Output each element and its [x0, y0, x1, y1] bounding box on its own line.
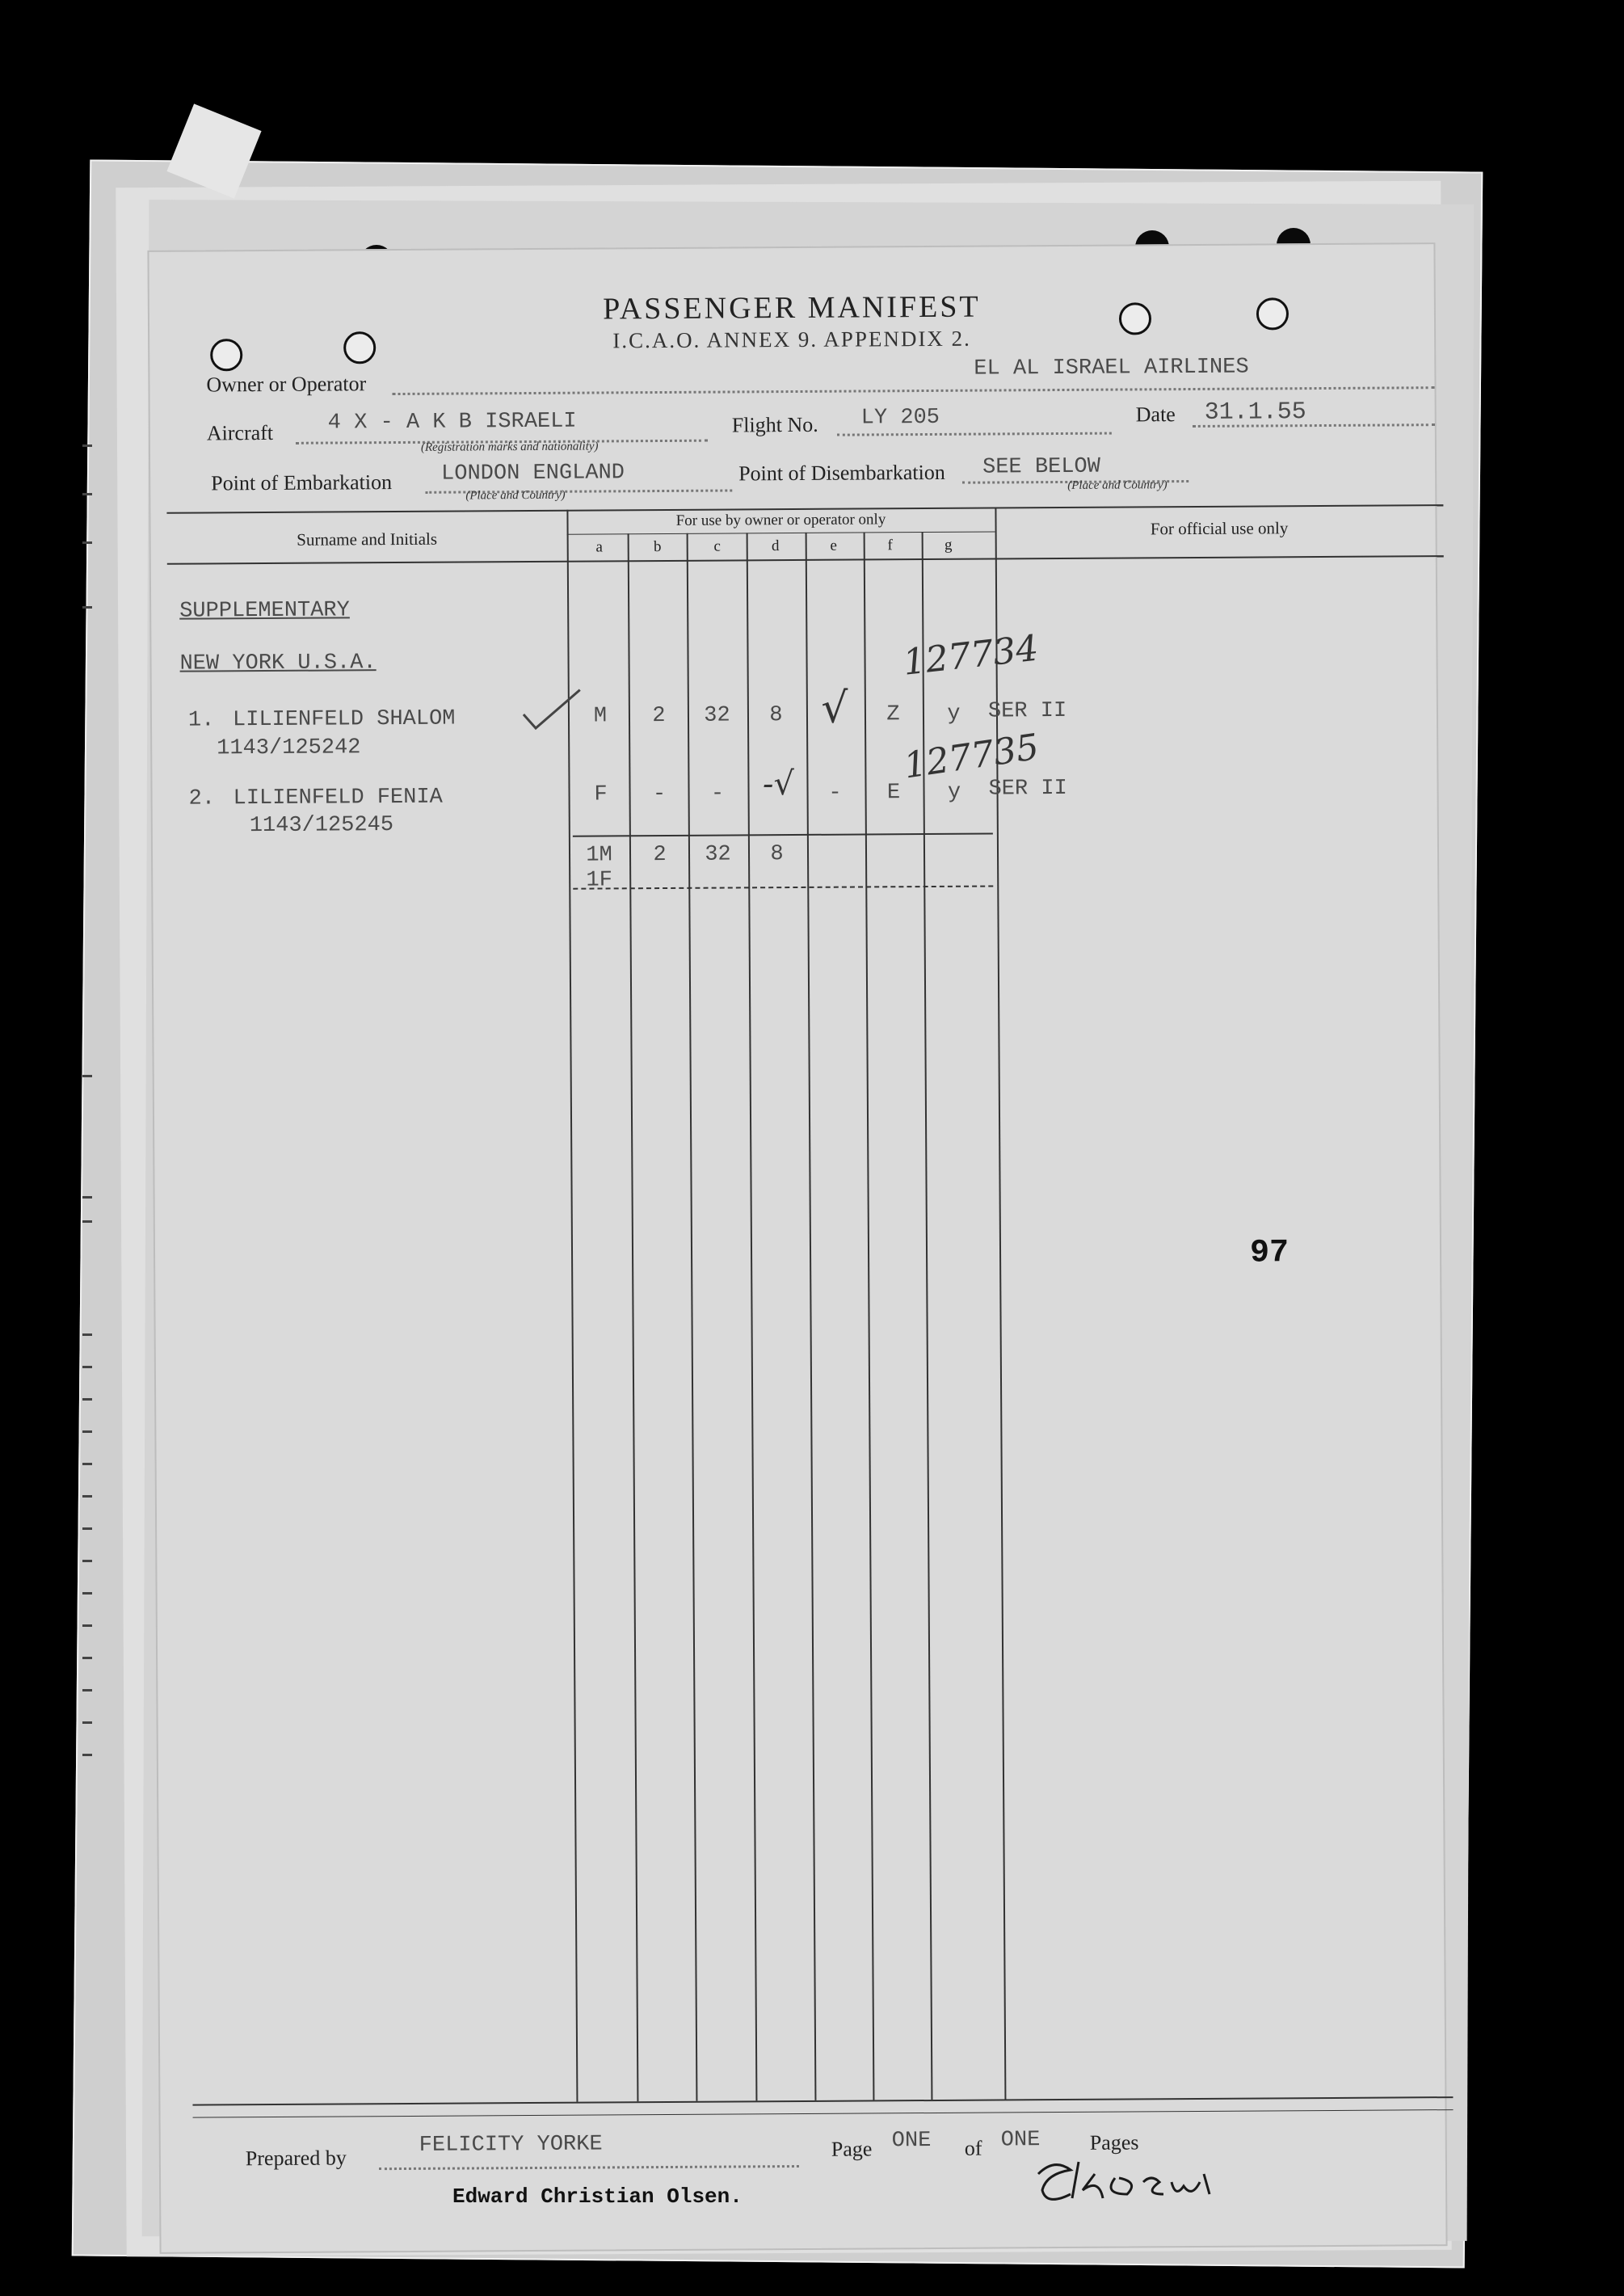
cell-e-check: √: [821, 684, 848, 733]
total-male: 1M: [586, 843, 612, 868]
passenger-ref: 1143/125242: [217, 735, 361, 761]
official-value: SER II: [988, 776, 1067, 802]
cell-b: 2: [652, 703, 666, 729]
form-subtitle: I.C.A.O. ANNEX 9. APPENDIX 2.: [612, 326, 971, 353]
prepared-by-value: FELICITY YORKE: [419, 2132, 603, 2158]
cell-g: y: [947, 780, 961, 805]
handwritten-number: 127735: [901, 726, 1042, 787]
row-number: 1.: [187, 708, 215, 733]
signature: [1022, 2150, 1281, 2214]
pages-label: Pages: [1089, 2130, 1139, 2155]
cell-g: y: [947, 701, 961, 727]
flight-value: LY 205: [860, 405, 940, 431]
column-letter: e: [830, 537, 837, 554]
total-female: 1F: [586, 868, 613, 893]
official-use-header: For official use only: [1150, 518, 1289, 539]
prepared-by-label: Prepared by: [245, 2146, 347, 2171]
handwritten-number: 127734: [901, 627, 1041, 684]
cell-f: Z: [886, 702, 900, 727]
column-letter: a: [595, 538, 603, 556]
column-letter: b: [653, 538, 662, 556]
surname-header: Surname and Initials: [297, 529, 438, 550]
form-title: PASSENGER MANIFEST: [603, 289, 981, 326]
official-value: SER II: [987, 698, 1067, 724]
disembarkation-label: Point of Disembarkation: [738, 460, 945, 486]
section-supplementary: SUPPLEMENTARY: [179, 598, 350, 624]
date-value: 31.1.55: [1204, 398, 1306, 427]
total-c: 32: [705, 842, 731, 867]
owner-label: Owner or Operator: [206, 372, 367, 397]
flight-label: Flight No.: [731, 412, 818, 437]
of-value: ONE: [1000, 2128, 1041, 2153]
cell-a: M: [593, 704, 608, 729]
cell-d: 8: [769, 703, 783, 728]
cell-c: 32: [704, 703, 730, 728]
owner-use-header: For use by owner or operator only: [675, 511, 886, 529]
cell-f: E: [886, 781, 901, 806]
column-letter: g: [944, 536, 953, 554]
stamp-number: 97: [1249, 1235, 1290, 1272]
passenger-name: LILIENFELD SHALOM: [232, 706, 456, 733]
owner-value: EL AL ISRAEL AIRLINES: [974, 355, 1249, 381]
manifest-form: [147, 242, 1447, 2254]
page-value: ONE: [891, 2129, 932, 2154]
column-letter: c: [713, 537, 721, 555]
aircraft-note: (Registration marks and nationality): [420, 440, 599, 454]
section-destination: NEW YORK U.S.A.: [179, 651, 377, 676]
disembarkation-note: (Place and Country): [1067, 478, 1168, 492]
cell-a: F: [594, 782, 608, 807]
cell-c: -: [710, 781, 725, 807]
embarkation-label: Point of Embarkation: [211, 470, 393, 495]
cell-d-check: -√: [762, 765, 795, 803]
of-label: of: [964, 2136, 982, 2160]
edge-marks: [81, 444, 97, 1818]
total-b: 2: [653, 842, 667, 868]
column-letter: d: [771, 537, 780, 555]
embarkation-note: (Place and Country): [465, 488, 566, 503]
passenger-name: LILIENFELD FENIA: [233, 785, 443, 811]
cell-e: -: [828, 781, 842, 806]
total-d: 8: [770, 842, 784, 867]
passenger-ref: 1143/125245: [249, 813, 394, 839]
aircraft-label: Aircraft: [206, 420, 274, 445]
cell-b: -: [652, 781, 667, 807]
disembarkation-value: SEE BELOW: [982, 454, 1101, 480]
aircraft-value: 4 X - A K B ISRAELI: [327, 409, 577, 436]
date-label: Date: [1135, 402, 1176, 427]
typed-officer-name: Edward Christian Olsen.: [452, 2184, 743, 2209]
row-number: 2.: [188, 786, 216, 811]
check-mark-icon: [520, 686, 584, 735]
column-letter: f: [887, 537, 893, 554]
page-label: Page: [831, 2137, 873, 2161]
embarkation-value: LONDON ENGLAND: [441, 461, 625, 487]
